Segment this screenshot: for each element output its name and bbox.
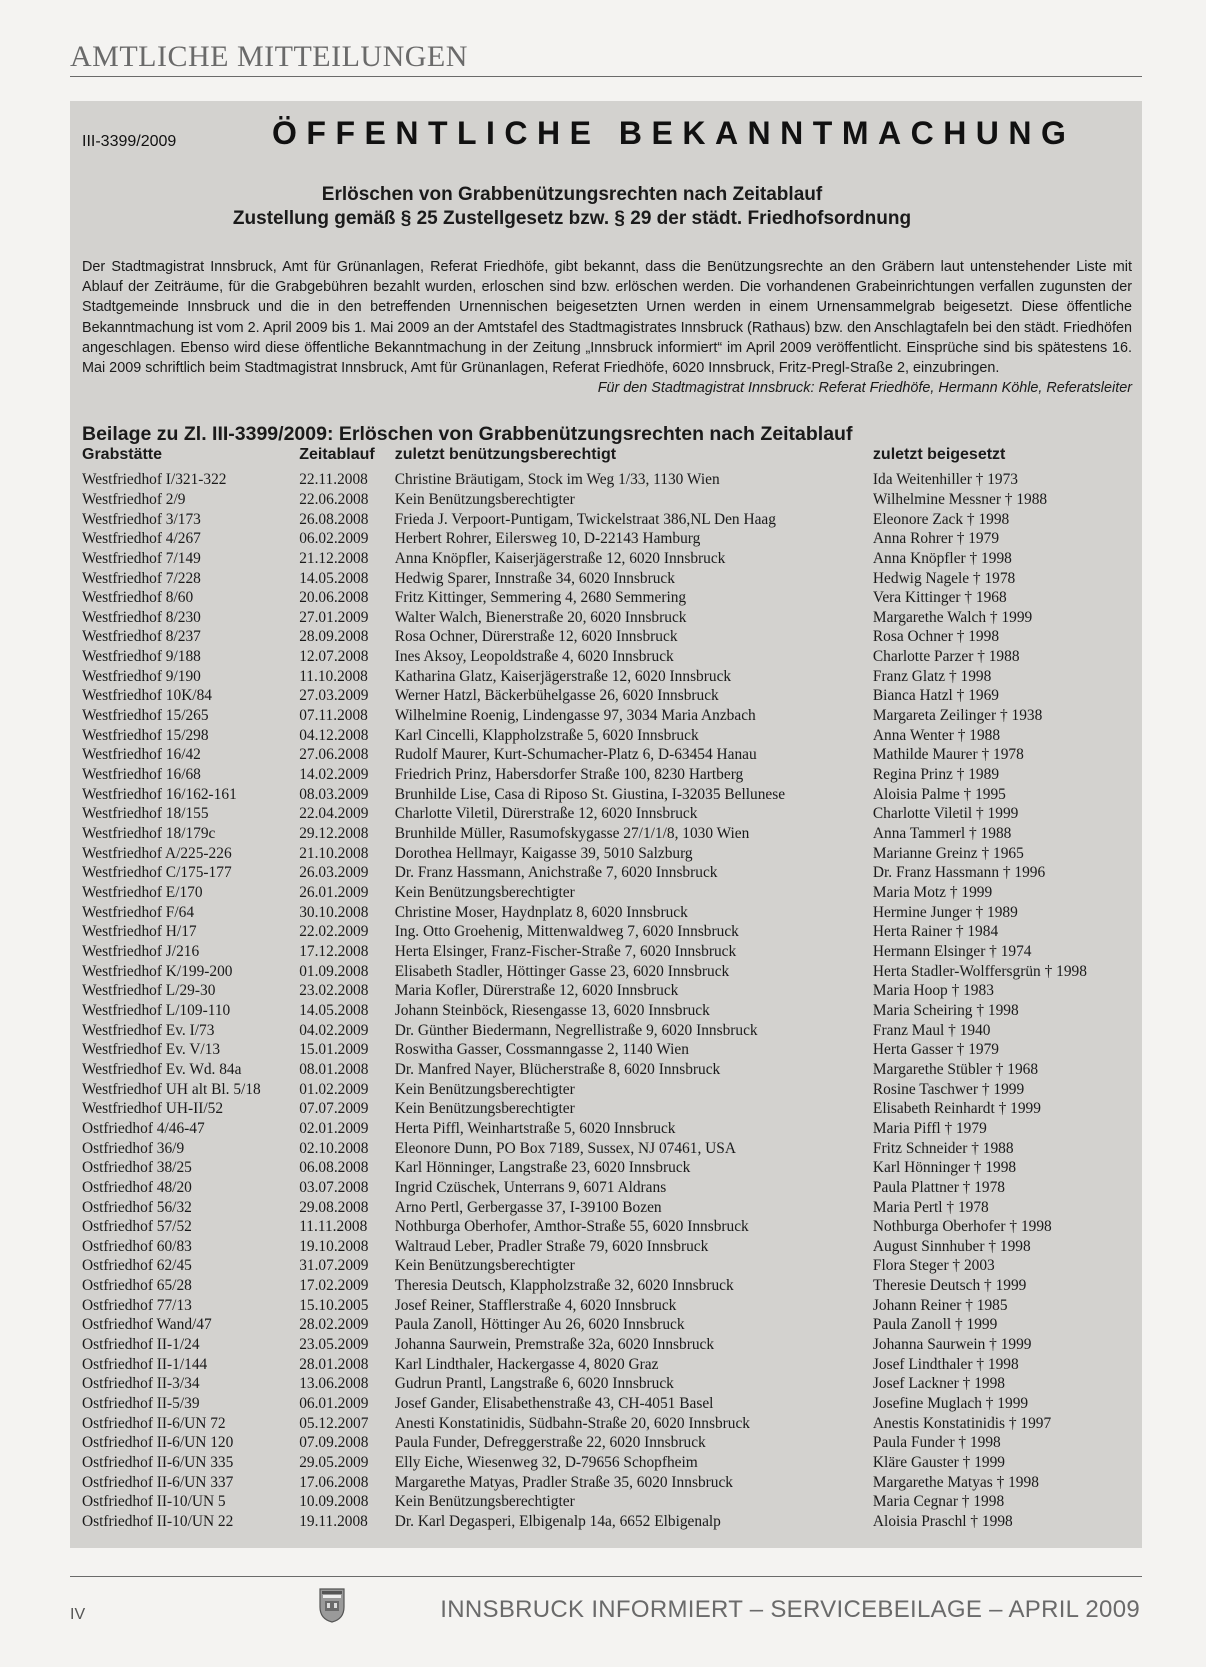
cell-benuetzungsberechtigt: Karl Cincelli, Klappholzstraße 5, 6020 Innsbruck (394, 726, 699, 744)
cell-zeitablauf: 17.12.2008 (299, 942, 369, 960)
cell-beigesetzt: Bianca Hatzl † 1969 (872, 687, 1000, 705)
cell-benuetzungsberechtigt: Josef Gander, Elisabethenstraße 43, CH-4051 Basel (394, 1395, 714, 1413)
cell-grabstaette: Ostfriedhof 36/9 (82, 1139, 185, 1157)
cell-benuetzungsberechtigt: Anesti Konstatinidis, Südbahn-Straße 20, 6020 Innsbruck (394, 1414, 750, 1432)
cell-grabstaette: Westfriedhof K/199-200 (82, 962, 233, 980)
table-row (82, 1512, 1132, 1532)
table-row (82, 1315, 1132, 1335)
cell-zeitablauf: 29.08.2008 (299, 1198, 369, 1216)
table-row (82, 1335, 1132, 1355)
notice-body: Der Stadtmagistrat Innsbruck, Amt für Grünanlagen, Referat Friedhöfe, gibt bekannt, dass die Benützungsrechte an den Gräbern laut untenstehender Liste mit Ablauf der Zeiträume, für die Grabgebühren bezahlt wurden, erloschen sind bzw. erlöschen werden. Die vorhandenen Grabeinrichtungen verfallen zugunsten der Stadtgemeinde Innsbruck und die in den betreffenden Urnennischen beigesetzten Urnen werden in einem Urnensammelgrab beigesetzt. Diese öffentliche Bekanntmachung ist vom 2. April 2009 bis 1. Mai 2009 an der Amtstafel des Stadtmagistrates Innsbruck (Rathaus) bzw. den Anschlagtafeln bei den städt. Friedhöfen angeschlagen. Ebenso wird diese öffentliche Bekanntmachung in der Zeitung „Innsbruck informiert“ im April 2009 veröffentlicht. Einsprüche sind bis spätestens 16. Mai 2009 schriftlich beim Stadtmagistrat Innsbruck, Amt für Grünanlagen, Referat Friedhöfe, 6020 Innsbruck, Fritz-Pregl-Straße 2, einzubringen. (82, 259, 1132, 377)
table-row (82, 510, 1132, 530)
cell-zeitablauf: 31.07.2009 (299, 1257, 369, 1275)
table-row (82, 667, 1132, 687)
cell-benuetzungsberechtigt: Josef Reiner, Stafflerstraße 4, 6020 Innsbruck (394, 1296, 677, 1314)
cell-beigesetzt: Margarethe Matyas † 1998 (872, 1473, 1039, 1491)
cell-zeitablauf: 22.04.2009 (299, 805, 369, 823)
cell-grabstaette: Ostfriedhof II-10/UN 5 (82, 1493, 226, 1511)
cell-grabstaette: Ostfriedhof 48/20 (82, 1178, 192, 1196)
cell-benuetzungsberechtigt: Kein Benützungsberechtigter (394, 490, 575, 508)
cell-zeitablauf: 28.02.2009 (299, 1316, 369, 1334)
table-row (82, 1060, 1132, 1080)
cell-zeitablauf: 14.02.2009 (299, 766, 369, 784)
table-row (82, 1021, 1132, 1041)
cell-benuetzungsberechtigt: Charlotte Viletil, Dürerstraße 12, 6020 Innsbruck (394, 805, 698, 823)
cell-benuetzungsberechtigt: Herta Piffl, Weinhartstraße 5, 6020 Innsbruck (394, 1119, 676, 1137)
cell-zeitablauf: 07.09.2008 (299, 1434, 369, 1452)
cell-zeitablauf: 21.12.2008 (299, 549, 369, 567)
cell-benuetzungsberechtigt: Theresia Deutsch, Klappholzstraße 32, 6020 Innsbruck (394, 1277, 734, 1295)
cell-zeitablauf: 12.07.2008 (299, 648, 369, 666)
table-row (82, 1492, 1132, 1512)
table-row (82, 686, 1132, 706)
table-row (82, 1473, 1132, 1493)
table-row (82, 1158, 1132, 1178)
cell-benuetzungsberechtigt: Kein Benützungsberechtigter (394, 1100, 575, 1118)
table-header-row (82, 446, 1132, 470)
city-crest-icon (318, 1587, 346, 1623)
cell-beigesetzt: Charlotte Viletil † 1999 (872, 805, 1019, 823)
cell-zeitablauf: 06.08.2008 (299, 1159, 369, 1177)
cell-benuetzungsberechtigt: Ing. Otto Groehenig, Mittenwaldweg 7, 6020 Innsbruck (394, 923, 739, 941)
table-row (82, 588, 1132, 608)
cell-zeitablauf: 22.02.2009 (299, 923, 369, 941)
table-row (82, 1296, 1132, 1316)
cell-zeitablauf: 15.10.2005 (299, 1296, 369, 1314)
cell-beigesetzt: Franz Maul † 1940 (872, 1021, 991, 1039)
cell-benuetzungsberechtigt: Gudrun Prantl, Langstraße 6, 6020 Innsbruck (394, 1375, 674, 1393)
cell-grabstaette: Ostfriedhof II-5/39 (82, 1395, 200, 1413)
cell-benuetzungsberechtigt: Werner Hatzl, Bäckerbühelgasse 26, 6020 Innsbruck (394, 687, 719, 705)
cell-benuetzungsberechtigt: Dr. Karl Degasperi, Elbigenalp 14a, 6652 Elbigenalp (394, 1513, 721, 1530)
cell-grabstaette: Westfriedhof 15/298 (82, 726, 209, 744)
cell-grabstaette: Ostfriedhof II-6/UN 120 (82, 1434, 234, 1452)
cell-grabstaette: Westfriedhof L/109-110 (82, 1001, 231, 1019)
cell-zeitablauf: 21.10.2008 (299, 844, 369, 862)
cell-beigesetzt: Hermine Junger † 1989 (872, 903, 1018, 921)
table-row (82, 1178, 1132, 1198)
cell-grabstaette: Westfriedhof 2/9 (82, 490, 186, 508)
cell-beigesetzt: Anestis Konstatinidis † 1997 (872, 1414, 1052, 1432)
cell-beigesetzt: Anna Tammerl † 1988 (872, 825, 1012, 843)
cell-grabstaette: Westfriedhof 3/173 (82, 510, 201, 528)
cell-benuetzungsberechtigt: Walter Walch, Bienerstraße 20, 6020 Innsbruck (394, 608, 687, 626)
cell-beigesetzt: Marianne Greinz † 1965 (872, 844, 1024, 862)
cell-benuetzungsberechtigt: Rosa Ochner, Dürerstraße 12, 6020 Innsbruck (394, 628, 678, 646)
column-header-zeitablauf: Zeitablauf (299, 446, 375, 464)
table-row (82, 883, 1132, 903)
cell-grabstaette: Westfriedhof UH alt Bl. 5/18 (82, 1080, 261, 1098)
cell-zeitablauf: 14.05.2008 (299, 569, 369, 587)
cell-grabstaette: Ostfriedhof Wand/47 (82, 1316, 212, 1334)
cell-zeitablauf: 02.10.2008 (299, 1139, 369, 1157)
cell-grabstaette: Westfriedhof 9/190 (82, 667, 201, 685)
cell-benuetzungsberechtigt: Roswitha Gasser, Cossmanngasse 2, 1140 Wien (394, 1041, 689, 1059)
table-row (82, 1198, 1132, 1218)
cell-benuetzungsberechtigt: Dr. Franz Hassmann, Anichstraße 7, 6020 Innsbruck (394, 864, 718, 882)
table-row (82, 1217, 1132, 1237)
table-row (82, 1453, 1132, 1473)
cell-zeitablauf: 19.11.2008 (299, 1513, 368, 1530)
cell-zeitablauf: 23.05.2009 (299, 1336, 369, 1354)
cell-benuetzungsberechtigt: Ingrid Czüschek, Unterrans 9, 6071 Aldrans (394, 1178, 667, 1196)
cell-grabstaette: Ostfriedhof 77/13 (82, 1296, 192, 1314)
cell-benuetzungsberechtigt: Wilhelmine Roenig, Lindengasse 97, 3034 Maria Anzbach (394, 707, 756, 725)
cell-zeitablauf: 22.11.2008 (299, 471, 368, 489)
title-row (82, 115, 1132, 163)
cell-benuetzungsberechtigt: Elisabeth Stadler, Höttinger Gasse 23, 6020 Innsbruck (394, 962, 730, 980)
cell-zeitablauf: 17.06.2008 (299, 1473, 369, 1491)
cell-grabstaette: Ostfriedhof 4/46-47 (82, 1119, 205, 1137)
notice-panel (70, 101, 1142, 1548)
cell-beigesetzt: Maria Scheiring † 1998 (872, 1001, 1019, 1019)
cell-zeitablauf: 15.01.2009 (299, 1041, 369, 1059)
cell-zeitablauf: 20.06.2008 (299, 589, 369, 607)
cell-benuetzungsberechtigt: Johanna Saurwein, Premstraße 32a, 6020 Innsbruck (394, 1336, 715, 1354)
publication-footer: INNSBRUCK INFORMIERT – SERVICEBEILAGE – APRIL 2009 (440, 1596, 1140, 1623)
cell-zeitablauf: 02.01.2009 (299, 1119, 369, 1137)
table-row (82, 1001, 1132, 1021)
cell-grabstaette: Westfriedhof H/17 (82, 923, 197, 941)
cell-grabstaette: Westfriedhof Ev. I/73 (82, 1021, 215, 1039)
cell-beigesetzt: Paula Funder † 1998 (872, 1434, 1001, 1452)
table-row (82, 1433, 1132, 1453)
cell-beigesetzt: Nothburga Oberhofer † 1998 (872, 1218, 1052, 1236)
cell-benuetzungsberechtigt: Kein Benützungsberechtigter (394, 1257, 575, 1275)
cell-grabstaette: Ostfriedhof 60/83 (82, 1237, 192, 1255)
table-heading: Beilage zu Zl. III-3399/2009: Erlöschen von Grabbenützungsrechten nach Zeitablauf (82, 423, 853, 446)
cell-benuetzungsberechtigt: Katharina Glatz, Kaiserjägerstraße 12, 6020 Innsbruck (394, 667, 732, 685)
cell-grabstaette: Westfriedhof 16/68 (82, 766, 201, 784)
cell-benuetzungsberechtigt: Rudolf Maurer, Kurt-Schumacher-Platz 6, D-63454 Hanau (394, 746, 757, 764)
cell-grabstaette: Westfriedhof 7/149 (82, 549, 201, 567)
cell-zeitablauf: 26.01.2009 (299, 884, 369, 901)
cell-grabstaette: Westfriedhof 8/237 (82, 628, 201, 646)
cell-beigesetzt: Herta Stadler-Wolffersgrün † 1998 (872, 962, 1087, 980)
cell-benuetzungsberechtigt: Brunhilde Müller, Rasumofskygasse 27/1/1/8, 1030 Wien (394, 825, 750, 843)
cell-beigesetzt: Eleonore Zack † 1998 (872, 510, 1010, 528)
table-row (82, 942, 1132, 962)
table-row (82, 1276, 1132, 1296)
cell-benuetzungsberechtigt: Hedwig Sparer, Innstraße 34, 6020 Innsbruck (394, 569, 675, 587)
cell-zeitablauf: 27.03.2009 (299, 687, 369, 705)
cell-beigesetzt: Maria Piffl † 1979 (872, 1119, 987, 1137)
cell-beigesetzt: Fritz Schneider † 1988 (872, 1139, 1014, 1157)
cell-beigesetzt: Margarethe Stübler † 1968 (872, 1060, 1039, 1078)
table-row (82, 1374, 1132, 1394)
cell-zeitablauf: 01.09.2008 (299, 962, 369, 980)
cell-beigesetzt: Hedwig Nagele † 1978 (872, 569, 1016, 587)
table-row (82, 706, 1132, 726)
cell-grabstaette: Westfriedhof 4/267 (82, 530, 201, 548)
cell-benuetzungsberechtigt: Margarethe Matyas, Pradler Straße 35, 6020 Innsbruck (394, 1473, 733, 1491)
cell-benuetzungsberechtigt: Karl Lindthaler, Hackergasse 4, 8020 Graz (394, 1355, 659, 1373)
cell-zeitablauf: 07.07.2009 (299, 1100, 369, 1118)
table-row (82, 745, 1132, 765)
table-row (82, 470, 1132, 490)
cell-zeitablauf: 10.09.2008 (299, 1493, 369, 1511)
cell-grabstaette: Westfriedhof J/216 (82, 942, 200, 960)
cell-benuetzungsberechtigt: Christine Bräutigam, Stock im Weg 1/33, 1130 Wien (394, 471, 720, 489)
cell-grabstaette: Ostfriedhof II-1/24 (82, 1336, 200, 1354)
table-row (82, 549, 1132, 569)
cell-grabstaette: Ostfriedhof II-3/34 (82, 1375, 200, 1393)
notice-title: ÖFFENTLICHE BEKANNTMACHUNG (272, 115, 1076, 151)
cell-zeitablauf: 08.03.2009 (299, 785, 369, 803)
table-row (82, 627, 1132, 647)
cell-beigesetzt: Paula Plattner † 1978 (872, 1178, 1006, 1196)
cell-beigesetzt: Anna Rohrer † 1979 (872, 530, 1000, 548)
cell-zeitablauf: 26.08.2008 (299, 510, 369, 528)
cell-benuetzungsberechtigt: Kein Benützungsberechtigter (394, 884, 575, 901)
table-row (82, 962, 1132, 982)
footer-divider (70, 1576, 1142, 1577)
table-row (82, 1119, 1132, 1139)
cell-grabstaette: Westfriedhof 18/155 (82, 805, 209, 823)
cell-zeitablauf: 03.07.2008 (299, 1178, 369, 1196)
cell-grabstaette: Ostfriedhof II-1/144 (82, 1355, 208, 1373)
cell-beigesetzt: Mathilde Maurer † 1978 (872, 746, 1024, 764)
cell-zeitablauf: 06.01.2009 (299, 1395, 369, 1413)
reference-number: III-3399/2009 (82, 133, 177, 150)
cell-zeitablauf: 11.11.2008 (299, 1218, 368, 1236)
table-row (82, 569, 1132, 589)
cell-beigesetzt: Regina Prinz † 1989 (872, 766, 1000, 784)
cell-grabstaette: Westfriedhof I/321-322 (82, 471, 227, 489)
table-row (82, 922, 1132, 942)
cell-grabstaette: Westfriedhof 15/265 (82, 707, 209, 725)
table-row (82, 863, 1132, 883)
cell-beigesetzt: Maria Pertl † 1978 (872, 1198, 989, 1216)
cell-zeitablauf: 07.11.2008 (299, 707, 368, 725)
cell-beigesetzt: Johann Reiner † 1985 (872, 1296, 1008, 1314)
cell-beigesetzt: Kläre Gauster † 1999 (872, 1454, 1005, 1472)
cell-benuetzungsberechtigt: Dr. Günther Biedermann, Negrellistraße 9, 6020 Innsbruck (394, 1021, 758, 1039)
cell-beigesetzt: Vera Kittinger † 1968 (872, 589, 1007, 607)
cell-beigesetzt: Josefine Muglach † 1999 (872, 1395, 1029, 1413)
table-row (82, 1080, 1132, 1100)
cell-benuetzungsberechtigt: Waltraud Leber, Pradler Straße 79, 6020 Innsbruck (394, 1237, 709, 1255)
cell-zeitablauf: 13.06.2008 (299, 1375, 369, 1393)
cell-benuetzungsberechtigt: Herta Elsinger, Franz-Fischer-Straße 7, 6020 Innsbruck (394, 942, 737, 960)
cell-grabstaette: Westfriedhof 18/179c (82, 825, 216, 843)
cell-zeitablauf: 19.10.2008 (299, 1237, 369, 1255)
table-row (82, 1394, 1132, 1414)
table-row (82, 903, 1132, 923)
column-header-grabstaette: Grabstätte (82, 446, 163, 464)
cell-beigesetzt: Elisabeth Reinhardt † 1999 (872, 1100, 1041, 1118)
table-row (82, 1139, 1132, 1159)
cell-beigesetzt: Anna Wenter † 1988 (872, 726, 1001, 744)
table-body (82, 470, 1132, 1531)
table-row (82, 785, 1132, 805)
cell-zeitablauf: 29.05.2009 (299, 1454, 369, 1472)
cell-benuetzungsberechtigt: Dr. Manfred Nayer, Blücherstraße 8, 6020 Innsbruck (394, 1060, 721, 1078)
table-row (82, 1355, 1132, 1375)
cell-beigesetzt: Johanna Saurwein † 1999 (872, 1336, 1032, 1354)
cell-grabstaette: Ostfriedhof II-6/UN 72 (82, 1414, 226, 1432)
subtitle-line-1: Erlöschen von Grabbenützungsrechten nach Zeitablauf (321, 184, 823, 205)
table-row (82, 647, 1132, 667)
table-row (82, 824, 1132, 844)
cell-grabstaette: Ostfriedhof 57/52 (82, 1218, 192, 1236)
cell-grabstaette: Ostfriedhof II-6/UN 337 (82, 1473, 234, 1491)
notice-signature: Für den Stadtmagistrat Innsbruck: Referat Friedhöfe, Hermann Köhle, Referatsleiter (597, 380, 1132, 397)
cell-benuetzungsberechtigt: Anna Knöpfler, Kaiserjägerstraße 12, 6020 Innsbruck (394, 549, 726, 567)
cell-grabstaette: Westfriedhof 8/230 (82, 608, 201, 626)
table-row (82, 1256, 1132, 1276)
cell-zeitablauf: 04.12.2008 (299, 726, 369, 744)
cell-benuetzungsberechtigt: Brunhilde Lise, Casa di Riposo St. Giustina, I-32035 Bellunese (394, 785, 786, 803)
cell-benuetzungsberechtigt: Paula Funder, Defreggerstraße 22, 6020 Innsbruck (394, 1434, 706, 1452)
table-row (82, 1099, 1132, 1119)
cell-grabstaette: Westfriedhof 16/42 (82, 746, 201, 764)
cell-beigesetzt: Rosine Taschwer † 1999 (872, 1080, 1025, 1098)
cell-beigesetzt: Maria Hoop † 1983 (872, 982, 994, 1000)
cell-zeitablauf: 26.03.2009 (299, 864, 369, 882)
cell-beigesetzt: Theresie Deutsch † 1999 (872, 1277, 1027, 1295)
table-row (82, 1414, 1132, 1434)
table-row (82, 981, 1132, 1001)
cell-benuetzungsberechtigt: Eleonore Dunn, PO Box 7189, Sussex, NJ 07461, USA (394, 1139, 736, 1157)
cell-beigesetzt: Rosa Ochner † 1998 (872, 628, 1000, 646)
column-header-benuetzungsberechtigt: zuletzt benützungsberechtigt (394, 446, 617, 464)
cell-grabstaette: Westfriedhof L/29-30 (82, 982, 216, 1000)
cell-benuetzungsberechtigt: Ines Aksoy, Leopoldstraße 4, 6020 Innsbruck (394, 648, 674, 666)
cell-benuetzungsberechtigt: Nothburga Oberhofer, Amthor-Straße 55, 6020 Innsbruck (394, 1218, 749, 1236)
cell-zeitablauf: 01.02.2009 (299, 1080, 369, 1098)
cell-benuetzungsberechtigt: Paula Zanoll, Höttinger Au 26, 6020 Innsbruck (394, 1316, 685, 1334)
column-header-beigesetzt: zuletzt beigesetzt (872, 446, 1006, 464)
cell-beigesetzt: Hermann Elsinger † 1974 (872, 942, 1032, 960)
cell-grabstaette: Westfriedhof E/170 (82, 884, 203, 901)
grave-table (82, 446, 1132, 1531)
cell-grabstaette: Ostfriedhof 38/25 (82, 1159, 192, 1177)
cell-beigesetzt: Karl Hönninger † 1998 (872, 1159, 1017, 1177)
cell-zeitablauf: 06.02.2009 (299, 530, 369, 548)
cell-beigesetzt: Flora Steger † 2003 (872, 1257, 995, 1275)
cell-beigesetzt: Maria Cegnar † 1998 (872, 1493, 1005, 1511)
cell-beigesetzt: Franz Glatz † 1998 (872, 667, 992, 685)
cell-grabstaette: Westfriedhof UH-II/52 (82, 1100, 224, 1118)
cell-benuetzungsberechtigt: Johann Steinböck, Riesengasse 13, 6020 Innsbruck (394, 1001, 710, 1019)
notice-subtitle (82, 183, 1062, 231)
cell-grabstaette: Westfriedhof 10K/84 (82, 687, 212, 705)
table-row (82, 804, 1132, 824)
cell-grabstaette: Ostfriedhof 65/28 (82, 1277, 192, 1295)
cell-beigesetzt: Paula Zanoll † 1999 (872, 1316, 998, 1334)
cell-benuetzungsberechtigt: Maria Kofler, Dürerstraße 12, 6020 Innsbruck (394, 982, 679, 1000)
table-row (82, 529, 1132, 549)
cell-grabstaette: Ostfriedhof II-6/UN 335 (82, 1454, 234, 1472)
cell-benuetzungsberechtigt: Herbert Rohrer, Eilersweg 10, D-22143 Hamburg (394, 530, 701, 548)
cell-zeitablauf: 05.12.2007 (299, 1414, 369, 1432)
cell-benuetzungsberechtigt: Christine Moser, Haydnplatz 8, 6020 Innsbruck (394, 903, 688, 921)
cell-beigesetzt: Wilhelmine Messner † 1988 (872, 490, 1048, 508)
cell-beigesetzt: Aloisia Palme † 1995 (872, 785, 1006, 803)
subtitle-line-2: Zustellung gemäß § 25 Zustellgesetz bzw. § 29 der städt. Friedhofsordnung (232, 208, 912, 229)
cell-beigesetzt: Josef Lackner † 1998 (872, 1375, 1005, 1393)
table-row (82, 765, 1132, 785)
table-row (82, 490, 1132, 510)
cell-benuetzungsberechtigt: Kein Benützungsberechtigter (394, 1080, 575, 1098)
cell-benuetzungsberechtigt: Dorothea Hellmayr, Kaigasse 39, 5010 Salzburg (394, 844, 693, 862)
cell-beigesetzt: Margareta Zeilinger † 1938 (872, 707, 1043, 725)
cell-benuetzungsberechtigt: Fritz Kittinger, Semmering 4, 2680 Semmering (394, 589, 687, 607)
cell-zeitablauf: 11.10.2008 (299, 667, 368, 685)
cell-grabstaette: Westfriedhof 7/228 (82, 569, 201, 587)
table-row (82, 726, 1132, 746)
cell-grabstaette: Westfriedhof 16/162-161 (82, 785, 237, 803)
cell-zeitablauf: 14.05.2008 (299, 1001, 369, 1019)
cell-grabstaette: Westfriedhof A/225-226 (82, 844, 232, 862)
cell-benuetzungsberechtigt: Arno Pertl, Gerbergasse 37, I-39100 Bozen (394, 1198, 662, 1216)
cell-grabstaette: Ostfriedhof 62/45 (82, 1257, 192, 1275)
cell-zeitablauf: 17.02.2009 (299, 1277, 369, 1295)
cell-zeitablauf: 04.02.2009 (299, 1021, 369, 1039)
cell-zeitablauf: 28.09.2008 (299, 628, 369, 646)
cell-beigesetzt: Maria Motz † 1999 (872, 884, 993, 901)
cell-zeitablauf: 28.01.2008 (299, 1355, 369, 1373)
table-row (82, 844, 1132, 864)
cell-grabstaette: Westfriedhof F/64 (82, 903, 195, 921)
section-header: AMTLICHE MITTEILUNGEN (70, 40, 468, 73)
cell-benuetzungsberechtigt: Elly Eiche, Wiesenweg 32, D-79656 Schopfheim (394, 1454, 698, 1472)
cell-zeitablauf: 27.06.2008 (299, 746, 369, 764)
cell-beigesetzt: Charlotte Parzer † 1988 (872, 648, 1020, 666)
cell-zeitablauf: 30.10.2008 (299, 903, 369, 921)
cell-beigesetzt: Ida Weitenhiller † 1973 (872, 471, 1018, 489)
cell-zeitablauf: 27.01.2009 (299, 608, 369, 626)
cell-benuetzungsberechtigt: Frieda J. Verpoort-Puntigam, Twickelstraat 386,NL Den Haag (394, 510, 776, 528)
page-number: IV (70, 1606, 86, 1623)
cell-beigesetzt: Herta Rainer † 1984 (872, 923, 999, 941)
cell-benuetzungsberechtigt: Friedrich Prinz, Habersdorfer Straße 100, 8230 Hartberg (394, 766, 744, 784)
table-row (82, 608, 1132, 628)
table-row (82, 1040, 1132, 1060)
cell-benuetzungsberechtigt: Kein Benützungsberechtigter (394, 1493, 575, 1511)
cell-grabstaette: Westfriedhof 8/60 (82, 589, 194, 607)
cell-benuetzungsberechtigt: Karl Hönninger, Langstraße 23, 6020 Innsbruck (394, 1159, 691, 1177)
cell-grabstaette: Westfriedhof 9/188 (82, 648, 201, 666)
cell-beigesetzt: Aloisia Praschl † 1998 (872, 1513, 1013, 1530)
cell-grabstaette: Westfriedhof Ev. Wd. 84a (82, 1060, 242, 1078)
cell-zeitablauf: 29.12.2008 (299, 825, 369, 843)
cell-beigesetzt: August Sinnhuber † 1998 (872, 1237, 1031, 1255)
cell-beigesetzt: Margarethe Walch † 1999 (872, 608, 1033, 626)
cell-zeitablauf: 08.01.2008 (299, 1060, 369, 1078)
table-row (82, 1237, 1132, 1257)
header-divider (70, 76, 1142, 77)
cell-zeitablauf: 23.02.2008 (299, 982, 369, 1000)
cell-grabstaette: Westfriedhof Ev. V/13 (82, 1041, 221, 1059)
cell-beigesetzt: Josef Lindthaler † 1998 (872, 1355, 1019, 1373)
cell-beigesetzt: Herta Gasser † 1979 (872, 1041, 1000, 1059)
cell-zeitablauf: 22.06.2008 (299, 490, 369, 508)
cell-beigesetzt: Anna Knöpfler † 1998 (872, 549, 1012, 567)
cell-grabstaette: Ostfriedhof II-10/UN 22 (82, 1513, 234, 1530)
cell-grabstaette: Westfriedhof C/175-177 (82, 864, 232, 882)
cell-grabstaette: Ostfriedhof 56/32 (82, 1198, 192, 1216)
cell-beigesetzt: Dr. Franz Hassmann † 1996 (872, 864, 1046, 882)
